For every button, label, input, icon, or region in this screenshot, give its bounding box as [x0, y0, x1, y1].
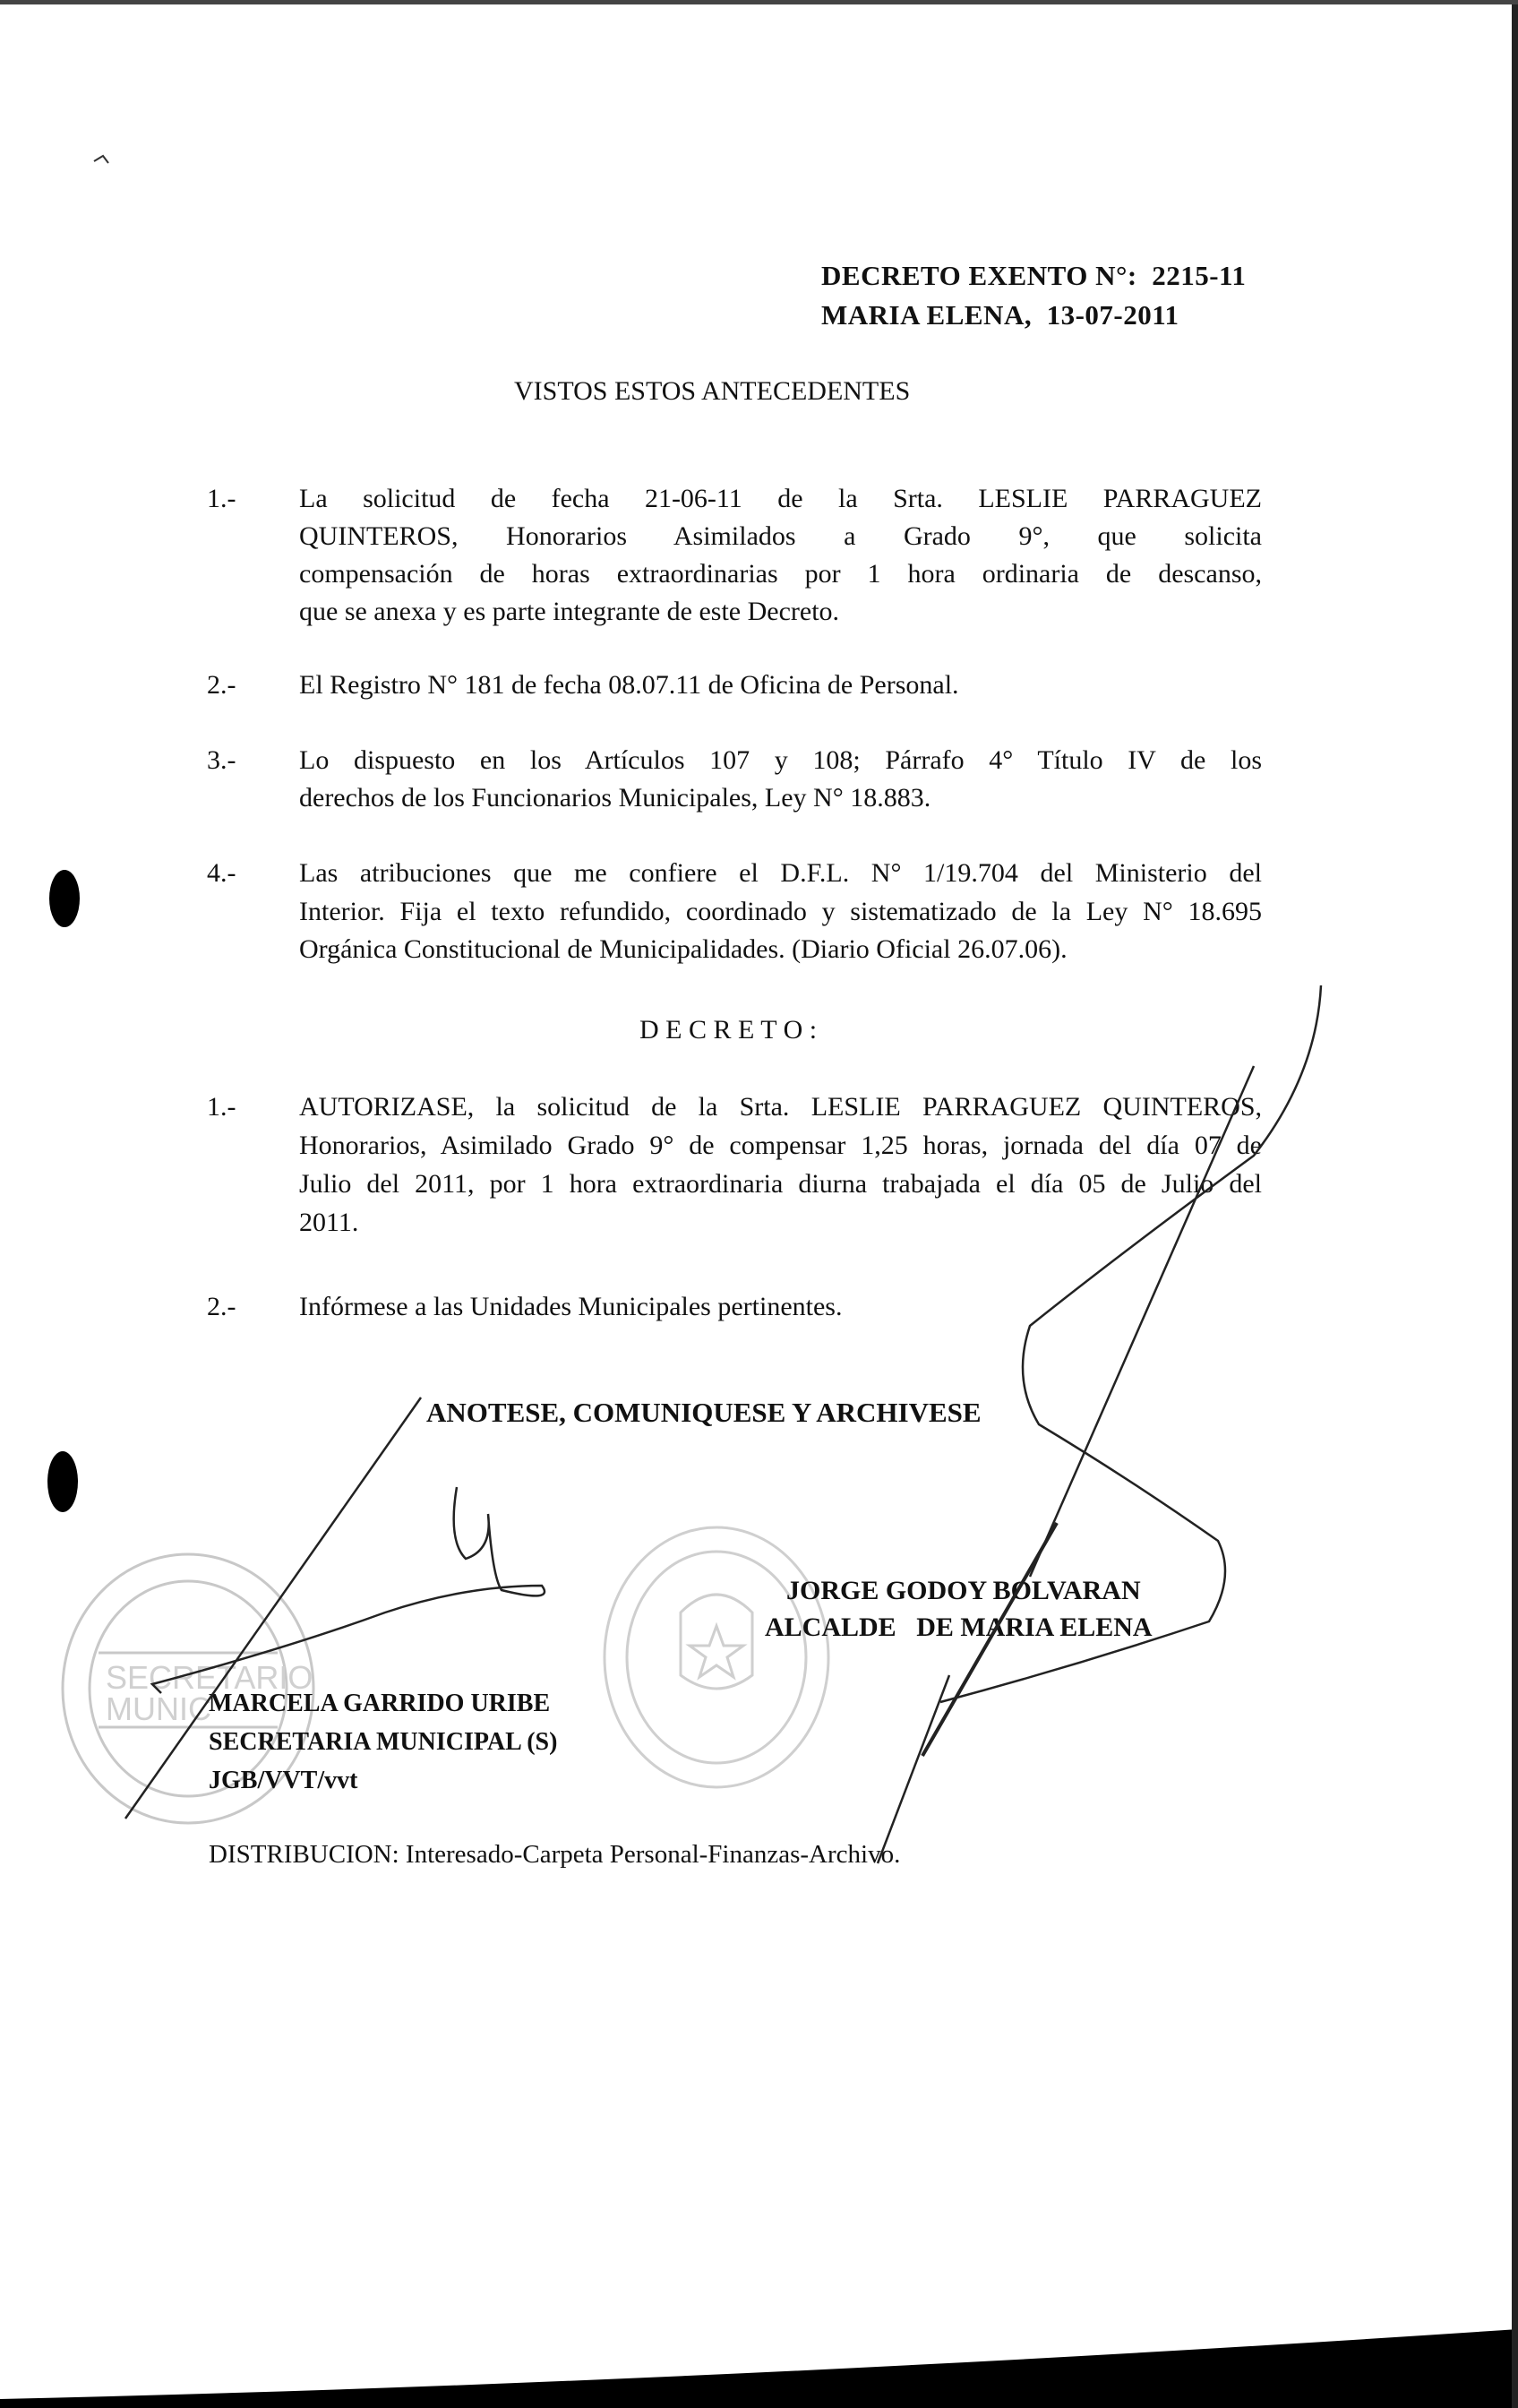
decreto-title: D E C R E T O : [639, 1015, 818, 1045]
decreto-item-line: AUTORIZASE, la solicitud de la Srta. LESLIE PARRAGUEZ QUINTEROS, [299, 1092, 1262, 1122]
scan-mark [94, 156, 108, 163]
decreto-item-number: 2.- [207, 1292, 236, 1321]
vistos-item-line: Las atribuciones que me confiere el D.F.L. N° 1/19.704 del Ministerio del [299, 858, 1262, 888]
decreto-item-line: Infórmese a las Unidades Municipales pertinentes. [299, 1292, 843, 1321]
vistos-item-number: 1.- [207, 484, 236, 513]
secretary-name: MARCELA GARRIDO URIBE [209, 1690, 551, 1717]
decreto-item-line: Julio del 2011, por 1 hora extraordinaria diurna trabajada el día 05 de Julio del [299, 1169, 1262, 1199]
mayor-name: JORGE GODOY BOLVARAN [786, 1576, 1141, 1605]
distribution-line: DISTRIBUCION: Interesado-Carpeta Personal-Finanzas-Archivo. [209, 1840, 901, 1869]
vistos-item-number: 2.- [207, 670, 236, 700]
scan-edge-bottom [0, 2329, 1518, 2408]
reference-initials: JGB/VVT/vvt [209, 1767, 358, 1794]
vistos-item-line: compensación de horas extraordinarias por 1 hora ordinaria de descanso, [299, 559, 1262, 589]
decreto-item-line: 2011. [299, 1208, 359, 1237]
punch-hole-top [49, 870, 80, 927]
vistos-item-number: 3.- [207, 745, 236, 775]
svg-text:MUNIC: MUNIC [106, 1690, 211, 1727]
mayor-stamp [605, 1527, 828, 1787]
decree-number: 2215-11 [1152, 260, 1247, 291]
decree-date: 13-07-2011 [1046, 299, 1179, 331]
closing-formula: ANOTESE, COMUNIQUESE Y ARCHIVESE [426, 1397, 982, 1428]
vistos-item-line: Interior. Fija el texto refundido, coordinado y sistematizado de la Ley N° 18.695 [299, 897, 1262, 926]
scan-edge-right [1512, 0, 1518, 2408]
decree-number-line [821, 260, 1246, 292]
decreto-item-number: 1.- [207, 1092, 236, 1122]
decree-date-line [821, 299, 1179, 331]
vistos-item-line: El Registro N° 181 de fecha 08.07.11 de Oficina de Personal. [299, 670, 959, 700]
decree-label: DECRETO EXENTO N°: [821, 260, 1137, 291]
mayor-title: ALCALDE DE MARIA ELENA [765, 1612, 1153, 1642]
scan-edge-top [0, 0, 1518, 4]
vistos-item-number: 4.- [207, 858, 236, 888]
vistos-item-line: que se anexa y es parte integrante de este Decreto. [299, 597, 840, 626]
decreto-item-line: Honorarios, Asimilado Grado 9° de compensar 1,25 horas, jornada del día 07 de [299, 1131, 1262, 1160]
punch-hole-bottom [47, 1451, 78, 1512]
vistos-item-line: La solicitud de fecha 21-06-11 de la Srta. LESLIE PARRAGUEZ [299, 484, 1262, 513]
secretary-title: SECRETARIA MUNICIPAL (S) [209, 1728, 558, 1756]
vistos-item-line: QUINTEROS, Honorarios Asimilados a Grado 9°, que solicita [299, 521, 1262, 551]
vistos-item-line: derechos de los Funcionarios Municipales, Ley N° 18.883. [299, 783, 931, 813]
svg-text:SECRETARIO: SECRETARIO [106, 1659, 313, 1696]
vistos-title: VISTOS ESTOS ANTECEDENTES [514, 376, 911, 406]
vistos-item-line: Lo dispuesto en los Artículos 107 y 108; Párrafo 4° Título IV de los [299, 745, 1262, 775]
place: MARIA ELENA, [821, 299, 1033, 331]
vistos-item-line: Orgánica Constitucional de Municipalidades. (Diario Oficial 26.07.06). [299, 934, 1068, 964]
